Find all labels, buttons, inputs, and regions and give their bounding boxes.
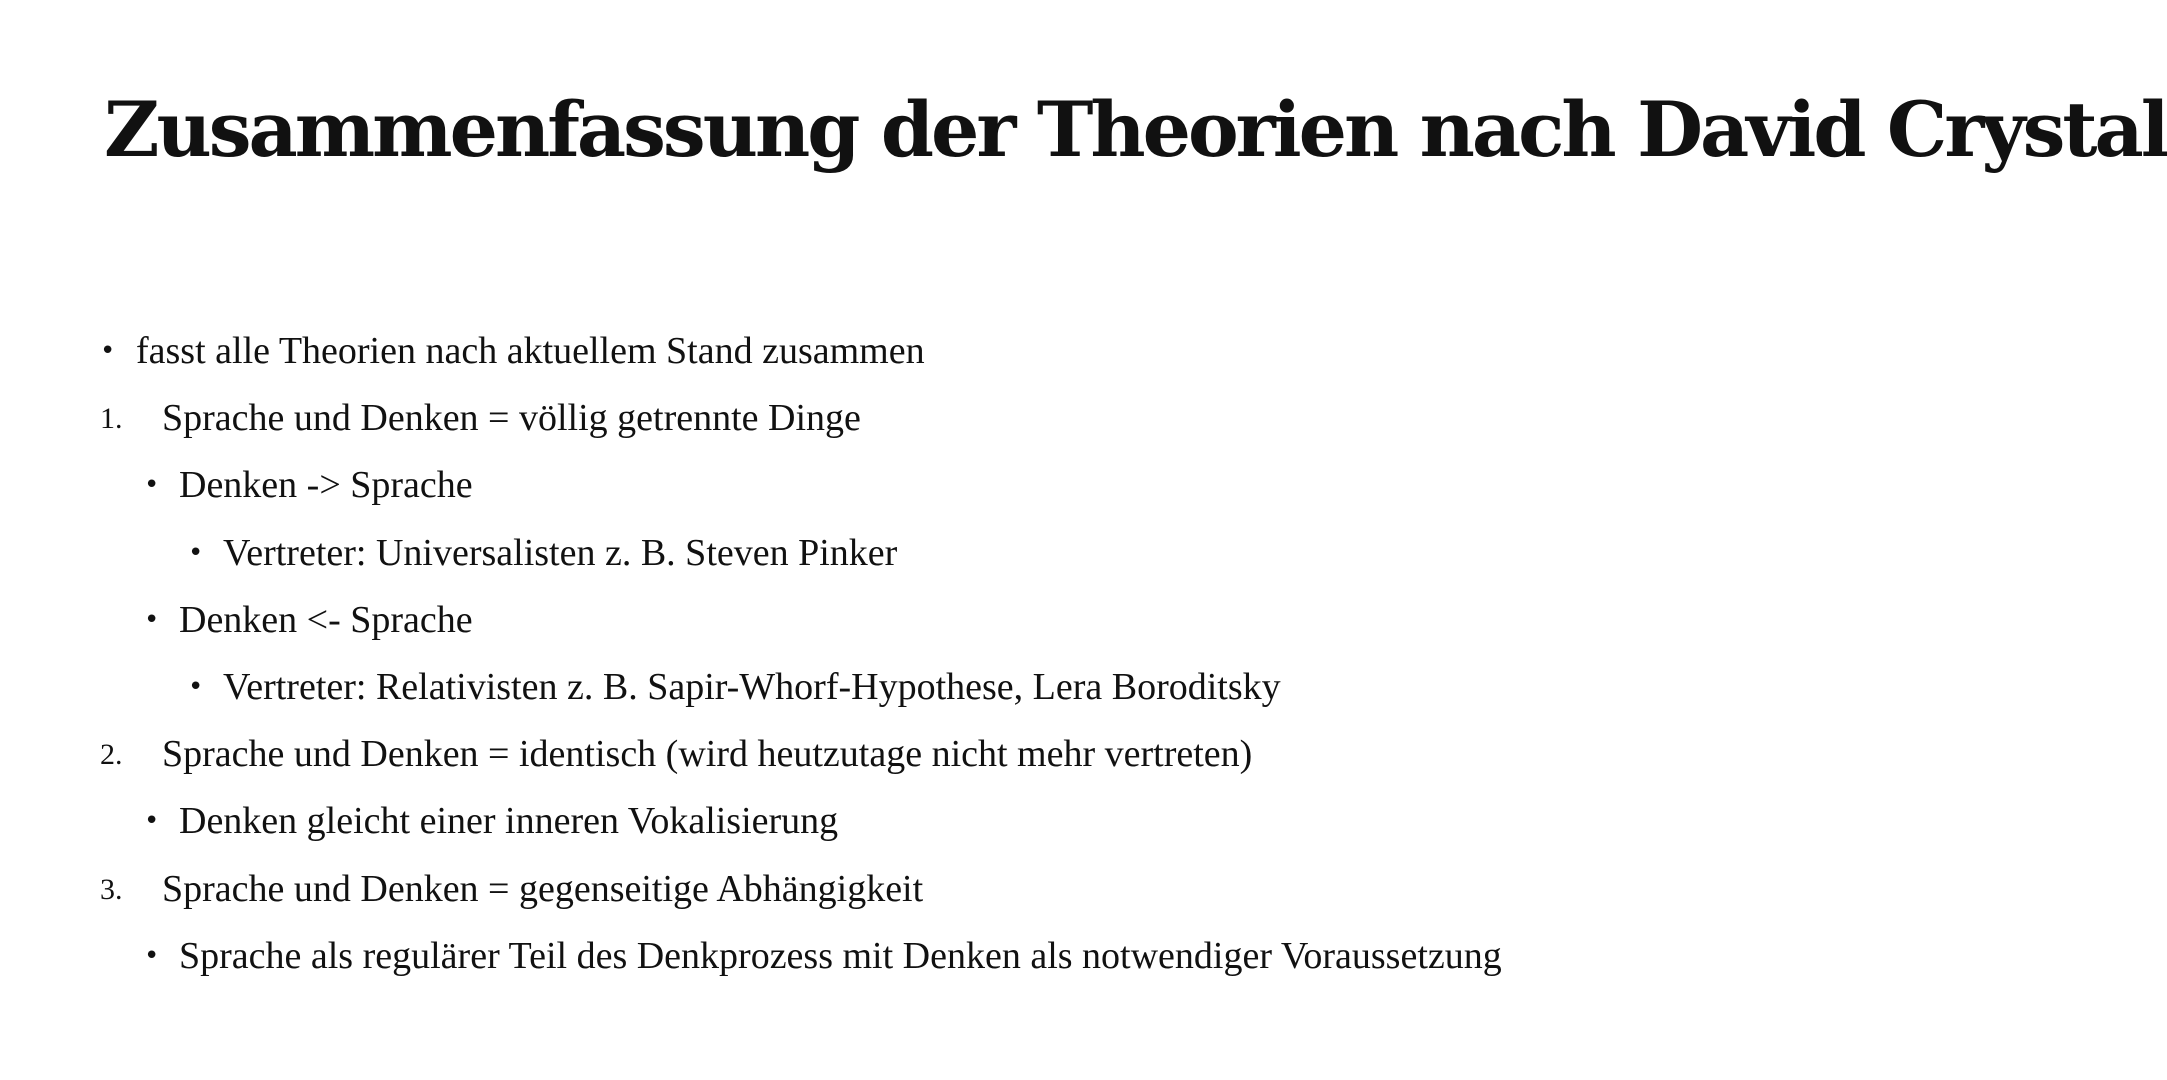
list-item-text: Sprache und Denken = völlig getrennte Dinge — [162, 397, 861, 440]
list-item-text: Denken <- Sprache — [179, 598, 473, 641]
content-list — [0, 318, 1920, 990]
bullet-marker: • — [144, 604, 160, 635]
bullet-marker: • — [144, 806, 160, 837]
list-item — [0, 318, 1920, 385]
list-item — [0, 923, 1920, 990]
bullet-marker: • — [188, 671, 204, 702]
list-item-text: Sprache und Denken = identisch (wird heutzutage nicht mehr vertreten) — [162, 733, 1253, 776]
list-item-text: Denken -> Sprache — [179, 464, 473, 507]
number-marker: 2. — [100, 738, 123, 772]
list-item-text: fasst alle Theorien nach aktuellem Stand zusammen — [136, 330, 925, 372]
list-item — [0, 856, 1920, 923]
number-marker: 1. — [100, 402, 123, 436]
list-item — [0, 587, 1920, 654]
list-item — [0, 788, 1920, 855]
list-item-text: Denken gleicht einer inneren Vokalisierung — [179, 800, 839, 843]
list-item-text: Vertreter: Universalisten z. B. Steven Pinker — [223, 531, 898, 574]
list-item — [0, 385, 1920, 452]
list-item — [0, 452, 1920, 519]
list-item-text: Vertreter: Relativisten z. B. Sapir-Whorf-Hypothese, Lera Boroditsky — [223, 665, 1281, 708]
number-marker: 3. — [100, 872, 123, 906]
list-item — [0, 520, 1920, 587]
bullet-marker: • — [144, 940, 160, 971]
slide-title: Zusammenfassung der Theorien nach David Crystal — [104, 85, 2167, 174]
list-item-text: Sprache als regulärer Teil des Denkprozess mit Denken als notwendiger Voraussetzung — [179, 934, 1502, 977]
bullet-marker: • — [100, 336, 116, 366]
list-item-text: Sprache und Denken = gegenseitige Abhängigkeit — [162, 867, 924, 910]
bullet-marker: • — [188, 537, 204, 568]
bullet-marker: • — [144, 470, 160, 501]
list-item — [0, 654, 1920, 721]
list-item — [0, 721, 1920, 788]
